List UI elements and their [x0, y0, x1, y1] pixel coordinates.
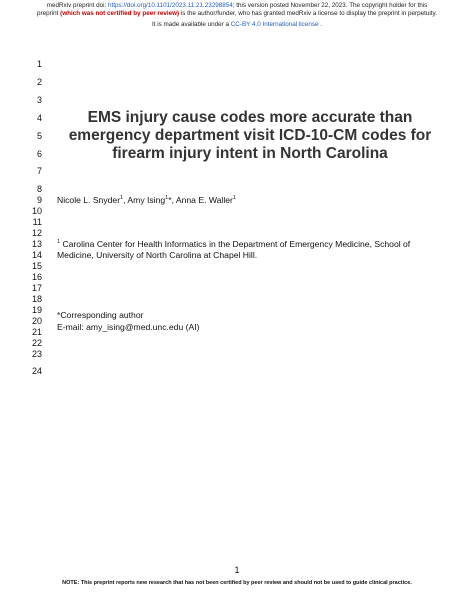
preprint-header-line-3: It is made available under a CC-BY 4.0 International license . — [151, 21, 322, 28]
corresponding-author-label: *Corresponding author — [57, 310, 144, 320]
corresponding-marker: * — [168, 195, 172, 205]
affiliation-marker: 1 — [57, 239, 61, 246]
author-list — [57, 195, 236, 206]
affiliation-line-2: Medicine, University of North Carolina at Chapel Hill. — [57, 250, 258, 260]
line-number: 13 — [31, 239, 42, 249]
affiliation-marker: 1 — [232, 195, 236, 202]
line-number: 1 — [36, 59, 42, 69]
page-number: 1 — [234, 565, 240, 575]
paper-title-line-2: emergency department visit ICD-10-CM codes for — [68, 127, 432, 144]
line-number: 23 — [31, 349, 42, 359]
affiliation-line-1: $^1$ Carolina Center for Health Informatics in the Department of Emergency Medicine, School of — [57, 239, 411, 249]
paper-title-line-1: EMS injury cause codes more accurate than — [87, 109, 413, 126]
author-name: , Anna E. Waller — [171, 195, 233, 205]
paper-title-line-3: firearm injury intent in North Carolina — [112, 145, 388, 162]
line-number: 21 — [31, 327, 42, 337]
author-name: Nicole L. Snyder — [57, 195, 121, 205]
doi-link[interactable]: https://doi.org/10.1101/2023.11.21.23298854 — [107, 2, 233, 9]
line-number: 10 — [31, 206, 42, 216]
line-number: 7 — [36, 166, 42, 176]
line-number: 15 — [31, 261, 42, 271]
affiliation-marker: 1 — [120, 195, 124, 202]
line-number: 17 — [31, 283, 42, 293]
line-number: 14 — [31, 250, 42, 260]
line-number: 11 — [32, 217, 42, 227]
line-number: 22 — [31, 338, 42, 348]
line-number: 20 — [31, 316, 42, 326]
line-number: 9 — [36, 195, 42, 205]
line-number: 3 — [36, 95, 42, 105]
peer-review-warning: (which was not certified by peer review) — [60, 10, 180, 17]
corresponding-email: E-mail: amy_ising@med.unc.edu (AI) — [57, 322, 200, 332]
line-number: 8 — [36, 184, 42, 194]
footer-note: NOTE: This preprint reports new research that has not been certified by peer review and should not be used to guide clinical practice. — [62, 580, 412, 586]
line-number: 24 — [31, 366, 42, 376]
affiliation-marker: 1 — [165, 195, 169, 202]
line-number: 12 — [31, 228, 42, 238]
preprint-header-line-2: preprint (which was not certified by peer review) is the author/funder, who has granted medRxiv a license to display the preprint in perpetuity. — [37, 10, 437, 17]
license-link[interactable]: CC-BY 4.0 International license — [230, 21, 319, 28]
line-number: 5 — [36, 131, 42, 141]
line-number: 16 — [31, 272, 42, 282]
line-number: 2 — [36, 77, 42, 87]
line-number: 6 — [36, 149, 42, 159]
preprint-header-line-1: medRxiv preprint doi: https://doi.org/10.1101/2023.11.21.23298854; this version posted November 22, 2023. The copyright holder for this — [46, 2, 428, 9]
author-name: , Amy Ising — [123, 195, 166, 205]
line-number: 18 — [31, 294, 42, 304]
line-number: 4 — [36, 113, 42, 123]
line-number: 19 — [31, 305, 42, 315]
